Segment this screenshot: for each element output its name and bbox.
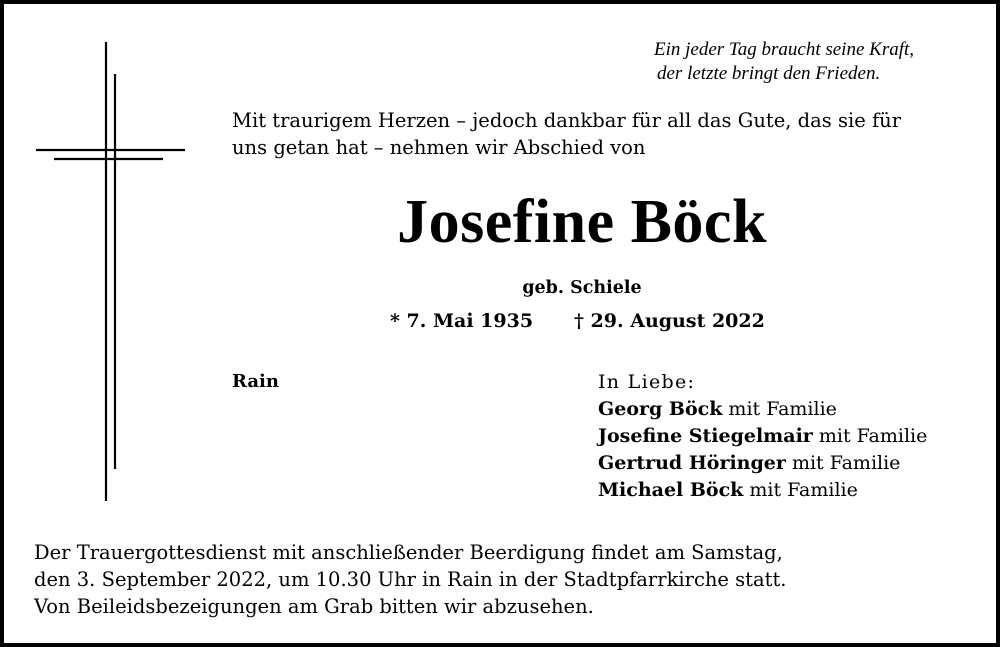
- death-date: † 29. August 2022: [574, 310, 765, 332]
- service-line-3: Von Beileidsbezeigungen am Grab bitten wir abzusehen.: [34, 595, 594, 618]
- mourner-entry: [598, 450, 978, 477]
- birth-date: * 7. Mai 1935: [390, 310, 534, 332]
- intro-line-2: uns getan hat – nehmen wir Abschied von: [232, 136, 646, 159]
- mourner-suffix: mit Familie: [728, 398, 837, 420]
- place-of-residence: Rain: [232, 371, 279, 392]
- mourner-name: Georg Böck: [598, 398, 723, 420]
- motto-line-2: der letzte bringt den Frieden.: [657, 63, 881, 84]
- mourners-list: [598, 369, 978, 504]
- service-line-1: Der Trauergottesdienst mit anschließender Beerdigung findet am Samstag,: [34, 541, 783, 564]
- service-line-2: den 3. September 2022, um 10.30 Uhr in Rain in der Stadtpfarrkirche statt.: [34, 568, 787, 591]
- mourner-entry: [598, 477, 978, 504]
- intro-line-1: Mit traurigem Herzen – jedoch dankbar für all das Gute, das sie für: [232, 109, 902, 132]
- mourner-name: Michael Böck: [598, 479, 744, 501]
- mourner-name: Josefine Stiegelmair: [598, 425, 813, 447]
- cross-icon: [4, 4, 204, 514]
- maiden-name: geb. Schiele: [522, 278, 642, 298]
- deceased-name: Josefine Böck: [397, 188, 767, 256]
- mourner-suffix: mit Familie: [818, 425, 928, 447]
- service-announcement: [34, 539, 984, 620]
- motto-verse: [654, 38, 984, 86]
- mourner-entry: [598, 396, 978, 423]
- mourner-name: Gertrud Höringer: [598, 452, 786, 474]
- mourners-heading: In Liebe:: [598, 371, 696, 393]
- motto-line-1: Ein jeder Tag braucht seine Kraft,: [654, 39, 915, 60]
- mourner-suffix: mit Familie: [749, 479, 858, 501]
- mourner-entry: [598, 423, 978, 450]
- mourner-suffix: mit Familie: [791, 452, 901, 474]
- intro-text: [232, 107, 972, 161]
